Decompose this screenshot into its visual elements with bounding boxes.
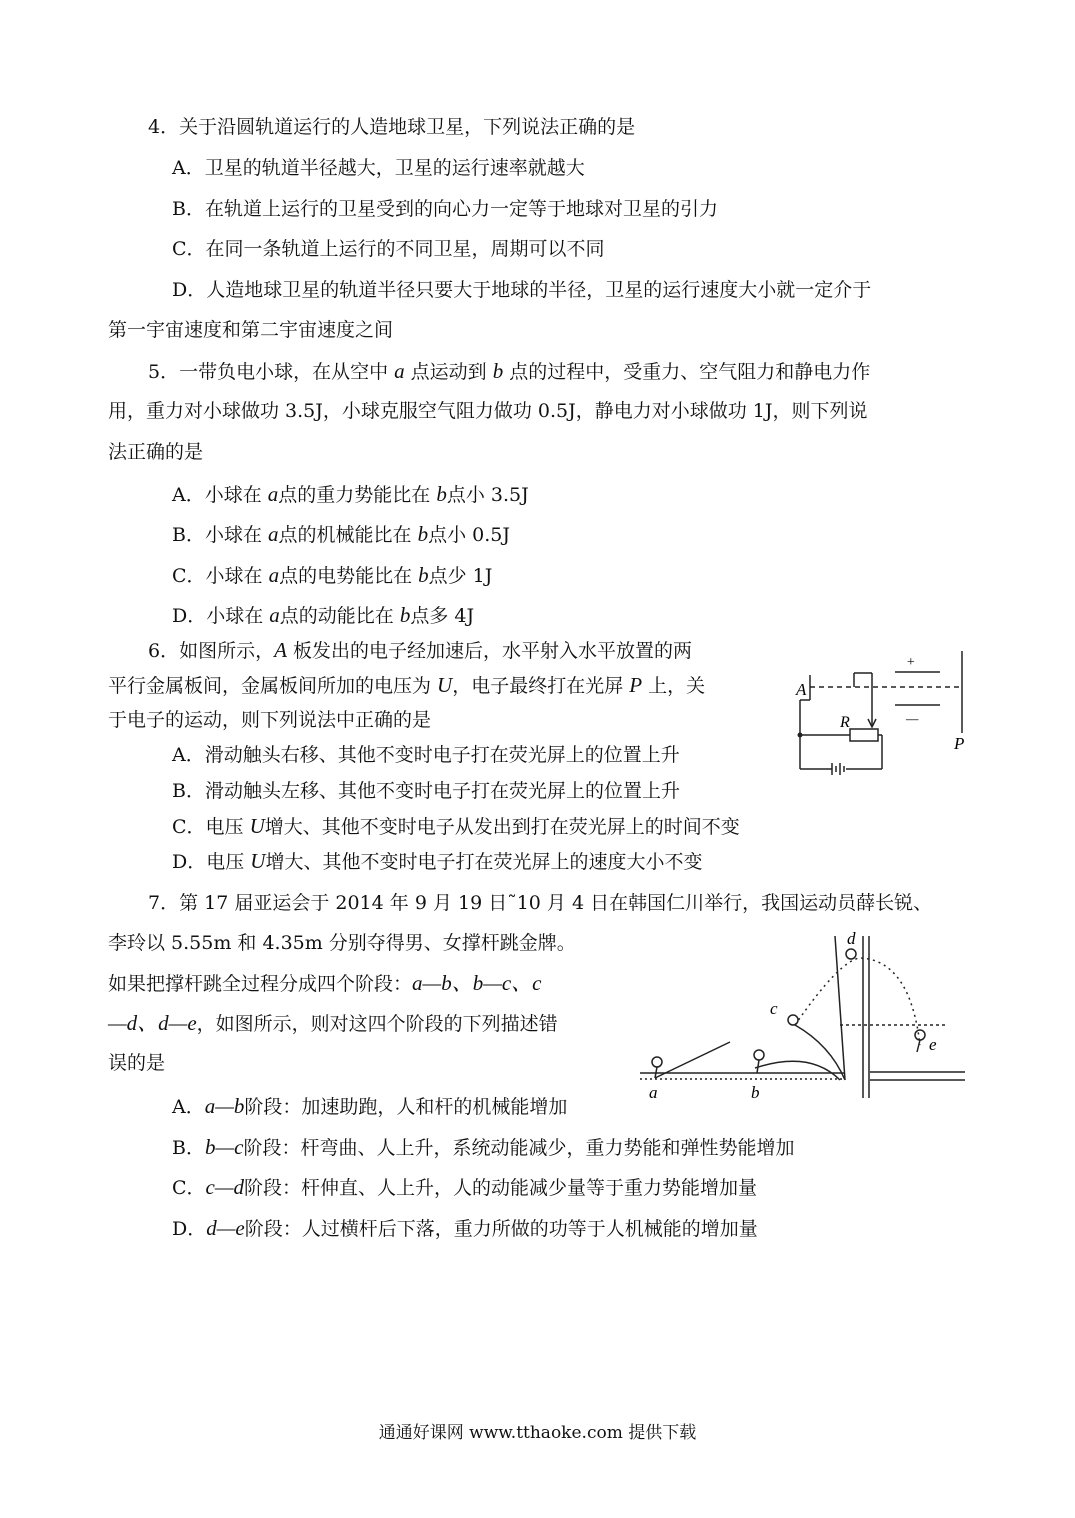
q4-option-a: A．卫星的轨道半径越大，卫星的运行速率就越大 bbox=[172, 157, 585, 179]
q5-option-d: D．小球在 a点的动能比在 b点多 4J bbox=[172, 603, 475, 627]
q6-option-a: A．滑动触头右移、其他不变时电子打在荧光屏上的位置上升 bbox=[172, 744, 680, 766]
resistor-r bbox=[850, 729, 878, 741]
q7-stem-line1: 7．第 17 届亚运会于 2014 年 9 月 19 日˜10 月 4 日在韩国仁川举行，我国运动员薛长锐、 bbox=[148, 892, 933, 914]
q7-option-c: C．c—d阶段：杆伸直、人上升，人的动能减少量等于重力势能增加量 bbox=[172, 1175, 758, 1199]
q4-option-d-cont: 第一宇宙速度和第二宇宙速度之间 bbox=[108, 319, 394, 341]
q7-option-b: B．b—c阶段：杆弯曲、人上升，系统动能减少，重力势能和弹性势能增加 bbox=[172, 1135, 795, 1159]
trajectory bbox=[795, 958, 920, 1045]
plus-sign: + bbox=[906, 655, 916, 670]
q7-stem-line2: 李玲以 5.55m 和 4.35m 分别夺得男、女撑杆跳金牌。 bbox=[108, 932, 576, 954]
pole-b bbox=[755, 1061, 840, 1080]
minus-sign: — bbox=[906, 712, 919, 727]
q7-option-a: A．a—b阶段：加速助跑，人和杆的机械能增加 bbox=[172, 1094, 568, 1118]
q7-option-d: D．d—e阶段：人过横杆后下落，重力所做的功等于人机械能的增加量 bbox=[172, 1216, 758, 1240]
battery bbox=[832, 763, 844, 775]
q6-stem-line3: 于电子的运动，则下列说法中正确的是 bbox=[108, 709, 432, 731]
label-a: a bbox=[649, 1083, 658, 1102]
q4-option-b: B．在轨道上运行的卫星受到的向心力一定等于地球对卫星的引力 bbox=[172, 198, 718, 220]
pole-c bbox=[795, 1025, 845, 1080]
q7-stem-line5: 误的是 bbox=[108, 1052, 166, 1074]
label-p: P bbox=[954, 734, 965, 753]
label-d: d bbox=[847, 930, 856, 948]
q6-option-d: D．电压 U增大、其他不变时电子打在荧光屏上的速度大小不变 bbox=[172, 849, 703, 873]
q5-option-a: A．小球在 a点的重力势能比在 b点小 3.5J bbox=[172, 482, 529, 506]
label-r: R bbox=[840, 714, 850, 731]
q7-stem-line4: —d、d—e，如图所示，则对这四个阶段的下列描述错 bbox=[108, 1011, 558, 1035]
label-c: c bbox=[770, 999, 778, 1018]
q5-stem-line3: 法正确的是 bbox=[108, 441, 204, 463]
q5-stem-line1: 5．一带负电小球，在从空中 a 点运动到 b 点的过程中，受重力、空气阻力和静电力作 bbox=[148, 359, 871, 383]
electron-deflection-circuit-figure bbox=[790, 645, 980, 780]
q6-stem-line2: 平行金属板间，金属板间所加的电压为 U，电子最终打在光屏 P 上，关 bbox=[108, 673, 706, 697]
q7-stem-line3: 如果把撑杆跳全过程分成四个阶段：a—b、b—c、c bbox=[108, 971, 542, 995]
label-a: A bbox=[796, 680, 807, 699]
pole-vault-figure bbox=[635, 930, 970, 1105]
q4-option-c: C．在同一条轨道上运行的不同卫星，周期可以不同 bbox=[172, 238, 605, 260]
q6-option-b: B．滑动触头左移、其他不变时电子打在荧光屏上的位置上升 bbox=[172, 780, 680, 802]
q5-stem-line2: 用，重力对小球做功 3.5J，小球克服空气阻力做功 0.5J，静电力对小球做功 1J，则下列说 bbox=[108, 400, 868, 422]
q5-option-c: C．小球在 a点的电势能比在 b点少 1J bbox=[172, 563, 493, 587]
q4-stem: 4．关于沿圆轨道运行的人造地球卫星，下列说法正确的是 bbox=[148, 116, 636, 138]
q5-option-b: B．小球在 a点的机械能比在 b点小 0.5J bbox=[172, 522, 510, 546]
label-b: b bbox=[751, 1083, 760, 1102]
footer-watermark: 通通好课网 www.tthaoke.com 提供下载 bbox=[378, 1423, 697, 1443]
q6-stem-line1: 6．如图所示，A 板发出的电子经加速后，水平射入水平放置的两 bbox=[148, 638, 692, 662]
q4-option-d: D．人造地球卫星的轨道半径只要大于地球的半径，卫星的运行速度大小就一定介于 bbox=[172, 279, 872, 301]
label-e: e bbox=[929, 1035, 937, 1054]
q6-option-c: C．电压 U增大、其他不变时电子从发出到打在荧光屏上的时间不变 bbox=[172, 814, 740, 838]
